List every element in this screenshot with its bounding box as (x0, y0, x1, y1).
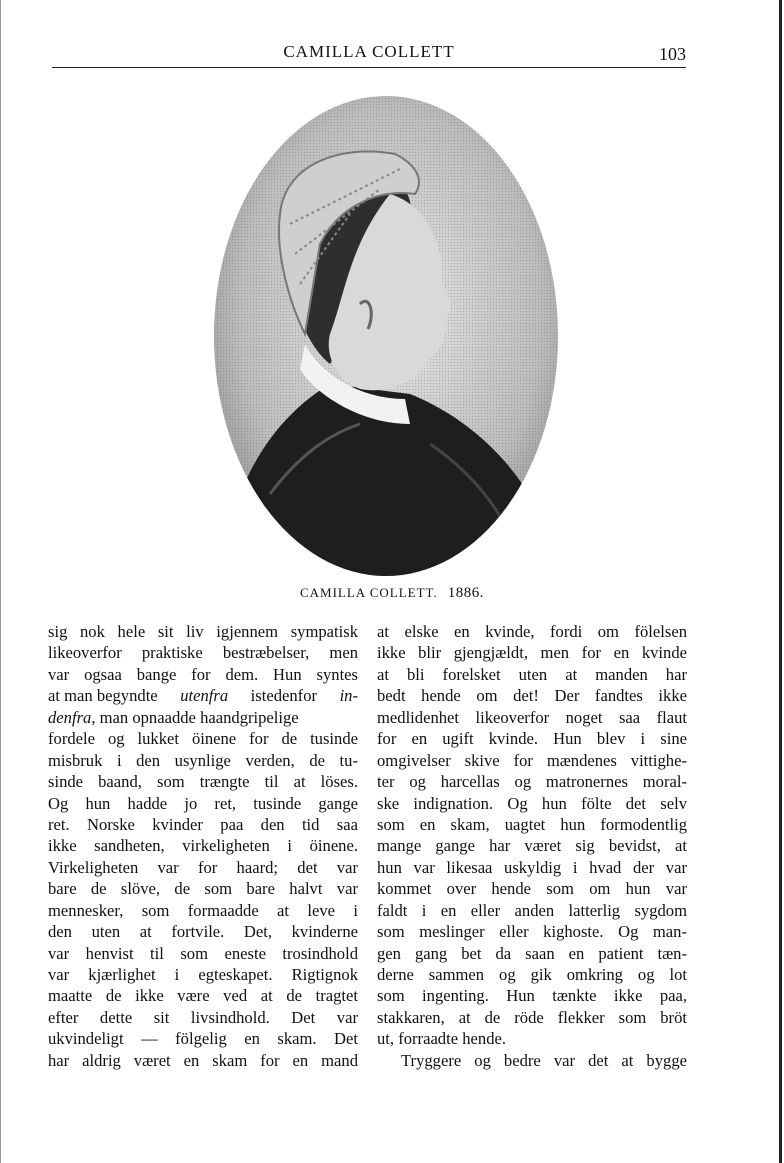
italic-term: denfra (48, 707, 92, 727)
text-column-left (48, 621, 358, 1071)
text-line: den uten at fortvile. Det, kvinderne (48, 922, 358, 942)
text-line: bedt hende om det! Der fandtes ikke (377, 686, 687, 706)
text-line: som meslinger eller kighoste. Og man- (377, 922, 687, 942)
text-line: efter dette sit livsindhold. Det var (48, 1007, 358, 1027)
text-line: som en skam, uagtet hun formodentlig (377, 814, 687, 834)
text-line: derne sammen og gik omkring og lot (377, 965, 687, 984)
text-line: var henvist til som eneste trosindhold (48, 943, 358, 963)
text-line: sig nok hele sit liv igjennem sympatisk (48, 622, 358, 641)
caption-year: 1886. (447, 585, 485, 601)
text-line: faldt i en eller anden latterlig sygdom (377, 900, 687, 920)
text-line: har aldrig været en skam for en mand (48, 1050, 358, 1070)
text-line: ikke blir gjengjældt, men for en kvinde (377, 643, 687, 663)
text-line: ikke sandheten, virkeligheten i öinene. (48, 836, 358, 856)
text-line: medlidenhet likeoverfor noget saa flaut (377, 707, 687, 727)
text-column-right (377, 621, 687, 1071)
text-line: som ingenting. Hun tænkte ikke paa, (377, 986, 687, 1006)
text-run: istedenfor (250, 686, 318, 706)
header-rule (52, 67, 686, 68)
text-run: at man begyndte (48, 686, 158, 706)
running-header-title: CAMILLA COLLETT (283, 42, 455, 61)
text-line: ukvindeligt — fölgelig en skam. Det (48, 1029, 358, 1049)
text-line: at elske en kvinde, fordi om fölelsen (377, 622, 687, 641)
page-edge-right (779, 0, 782, 1163)
text-line: kommet over hende som om hun var (377, 879, 687, 899)
text-line: ter og harcellas og matronernes moral- (377, 772, 687, 792)
text-line: Og hun hadde jo ret, tusinde gange (48, 793, 358, 813)
page-number: 103 (659, 44, 686, 64)
text-line: hun var likesaa uskyldig i hvad der var (377, 857, 687, 877)
text-line: Virkeligheten var for haard; det var (48, 857, 358, 877)
text-line (48, 707, 358, 728)
text-line: sinde baand, som trængte til at löses. (48, 772, 358, 792)
text-line: likeoverfor praktiske bestræbelser, men (48, 643, 358, 663)
figure-caption (0, 585, 784, 602)
text-line: ut, forraadte hende. (377, 1029, 506, 1049)
page-edge-left (0, 0, 1, 1163)
caption-name: CAMILLA COLLETT. (299, 585, 438, 600)
text-run: , man opnaadde haandgripelige (91, 707, 299, 727)
text-line: mennesker, som formaadde at leve i (48, 900, 358, 920)
text-line: omgivelser skive for mændenes vittighe- (377, 750, 687, 770)
italic-term: in- (339, 686, 358, 706)
text-line: at bli forelsket uten at manden har (377, 664, 687, 684)
text-line: bare de slöve, de som bare halvt var (48, 879, 358, 899)
text-line: ske indignation. Og hun fölte det selv (377, 793, 687, 813)
text-line: var kjærlighet i egteskapet. Rigtignok (48, 965, 358, 984)
portrait-engraving (210, 94, 570, 584)
text-line: fordele og lukket öinene for de tusinde (48, 729, 358, 749)
text-line: stakkaren, at de röde flekker som bröt (377, 1007, 687, 1027)
text-line (48, 685, 358, 706)
text-line: ret. Norske kvinder paa den tid saa (48, 814, 358, 834)
text-line: mange gange har været sig bevidst, at (377, 836, 687, 856)
text-line: gen gang bet da saan en patient tæn- (377, 943, 687, 963)
italic-term: utenfra (180, 686, 229, 706)
text-line: maatte de ikke være ved at de tragtet (48, 986, 358, 1006)
text-line: for en ugift kvinde. Hun blev i sine (377, 729, 687, 749)
text-line: misbruk i den usynlige verden, de tu- (48, 750, 358, 770)
text-line: var ogsaa bange for dem. Hun syntes (48, 664, 358, 684)
text-line: Tryggere og bedre var det at bygge (401, 1050, 687, 1070)
